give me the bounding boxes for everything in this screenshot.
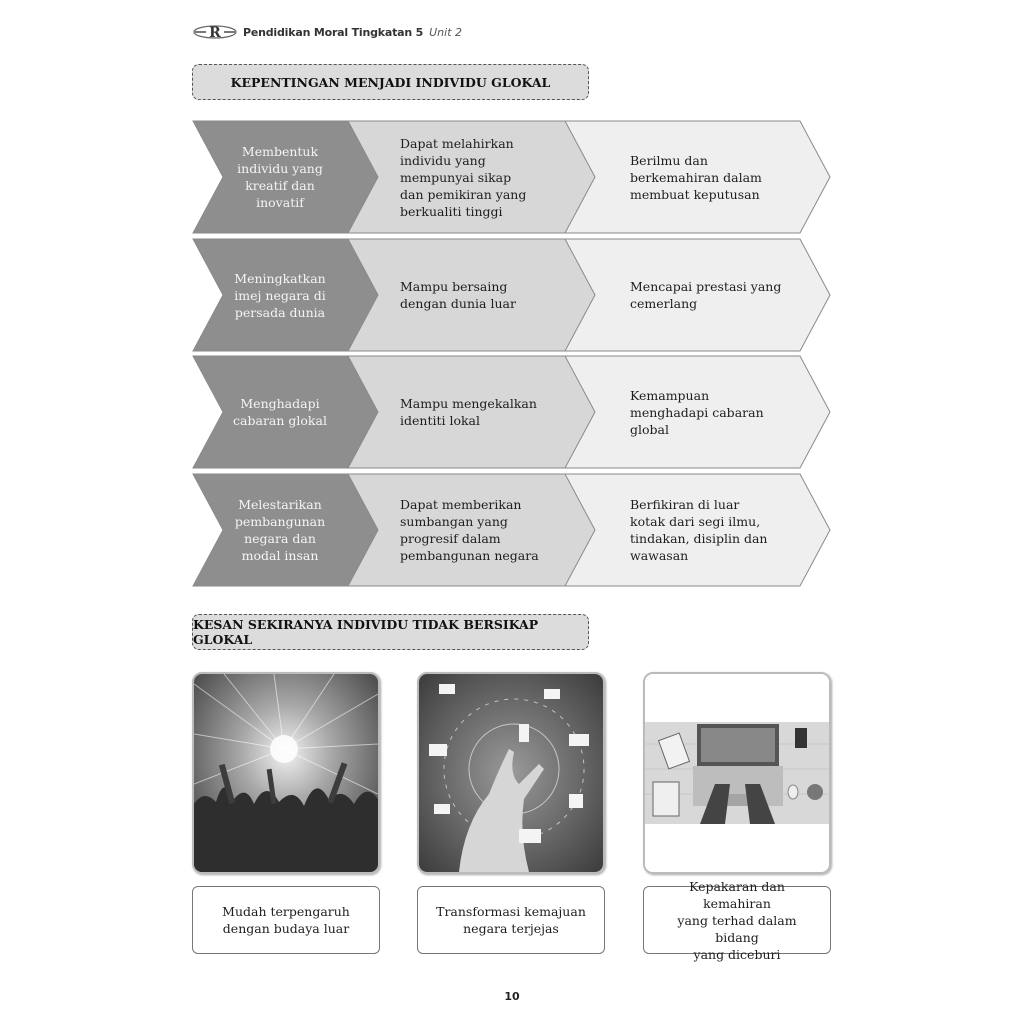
caption-limited-expertise: Kepakaran dan kemahiran yang terhad dalam bidang yang diceburi — [643, 886, 831, 954]
flow-row-3-cause: Menghadapi cabaran glokal — [233, 396, 327, 428]
technology-hand-image — [417, 672, 605, 874]
flow-row-3-outcome: Kemampuan menghadapi cabaran global — [630, 387, 764, 437]
book-title: Pendidikan Moral Tingkatan 5 — [243, 25, 424, 39]
flow-row-2-effect: Mampu bersaing dengan dunia luar — [400, 279, 516, 311]
unit-label: Unit 2 — [429, 25, 462, 39]
flow-row-1-cause: Membentuk individu yang kreatif dan inovatif — [237, 144, 323, 210]
page-number: 10 — [504, 990, 520, 1003]
flow-row-4-effect: Dapat memberikan sumbangan yang progresif dalam pembangunan negara — [400, 497, 539, 563]
concert-crowd-image — [192, 672, 380, 874]
caption-foreign-influence: Mudah terpengaruh dengan budaya luar — [192, 886, 380, 954]
section-title-importance: KEPENTINGAN MENJADI INDIVIDU GLOKAL — [192, 64, 589, 100]
flow-row-1-outcome: Berilmu dan berkemahiran dalam membuat keputusan — [630, 152, 762, 202]
flow-row-2-outcome: Mencapai prestasi yang cemerlang — [630, 279, 782, 311]
caption-progress-affected: Transformasi kemajuan negara terjejas — [417, 886, 605, 954]
flow-row-1-effect: Dapat melahirkan individu yang mempunyai sikap dan pemikiran yang berkualiti tinggi — [400, 135, 527, 219]
flow-row-2-cause: Meningkatkan imej negara di persada dunia — [234, 270, 326, 320]
section-title-effects: KESAN SEKIRANYA INDIVIDU TIDAK BERSIKAP GLOKAL — [192, 614, 589, 650]
flow-row-3-effect: Mampu mengekalkan identiti lokal — [400, 396, 537, 428]
flow-row-4-outcome: Berfikiran di luar kotak dari segi ilmu, tindakan, disiplin dan wawasan — [630, 497, 768, 563]
svg-text:R: R — [209, 25, 221, 40]
flow-row-4-cause: Melestarikan pembangunan negara dan modal insan — [234, 497, 326, 563]
laptop-desk-illustration — [643, 672, 831, 874]
